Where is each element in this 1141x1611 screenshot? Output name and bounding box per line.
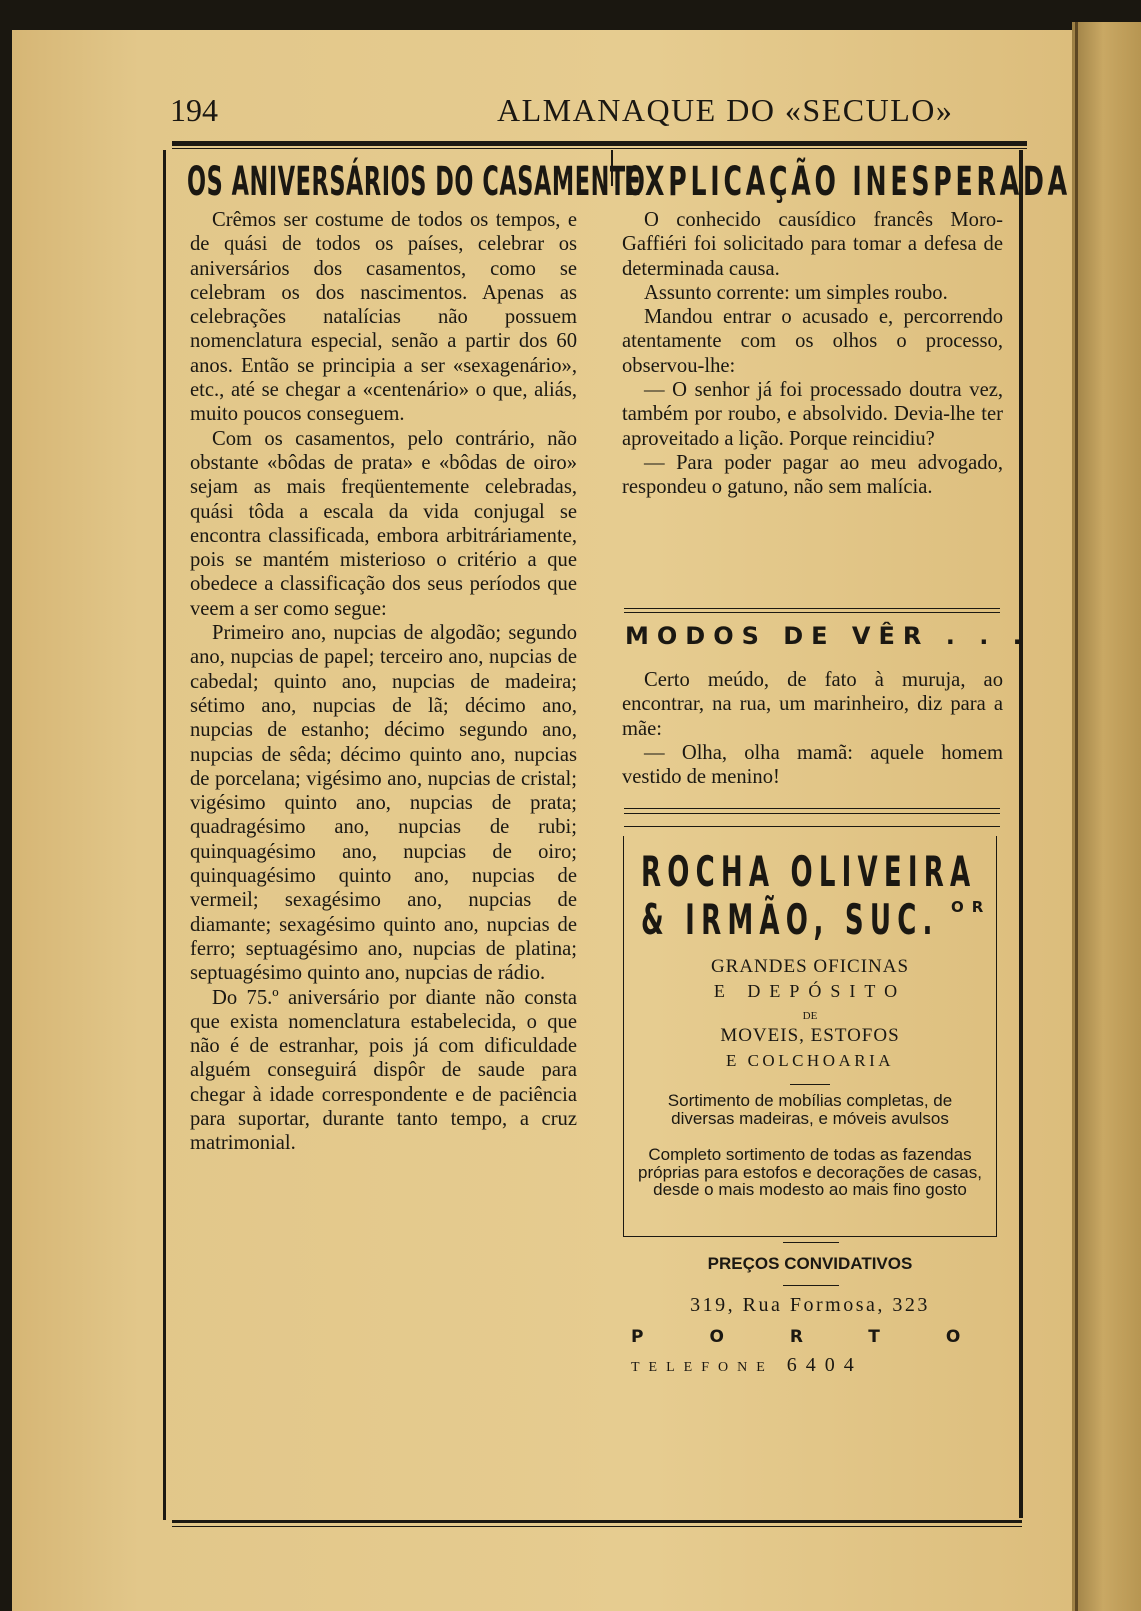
ad-tagline: E COLCHOARIA bbox=[725, 1051, 895, 1070]
article-paragraph: Primeiro ano, nupcias de algodão; segundo ano, nupcias de papel; terceiro ano, nupcias de cabedal; quinto ano, nupcias de madeira; sétimo ano, nupcias de lã; décimo ano, nupcias de estanho; décimo segundo ano, nupcias de sêda; décimo quinto ano, nupcias de porcelana; vigésimo ano, nupcias de cristal; vigésimo quinto ano, nupcias de prata; quadragésimo ano, nupcias de rubi; quinquagésimo ano, nupcias de oiro; quinquagésimo quinto ano, nupcias de vermeil; sexagésimo ano, nupcias de diamante; sexagésimo quinto ano, nupcias de ferro; septuagésimo ano, nupcias de platina; septuagésimo quinto ano, nupcias de rádio. bbox=[190, 622, 577, 985]
company-name-line1: ROCHA OLIVEIRA bbox=[641, 847, 977, 896]
section-divider bbox=[624, 612, 1000, 613]
left-margin-rule bbox=[163, 150, 166, 1520]
top-rule bbox=[172, 141, 1027, 146]
ad-description bbox=[637, 1146, 983, 1199]
anniversaries-article bbox=[190, 208, 577, 1156]
page-edge bbox=[1072, 22, 1141, 1611]
article-title: MODOS DE VÊR . . . bbox=[625, 622, 1030, 650]
bottom-rule bbox=[172, 1520, 1022, 1523]
ad-border-bottom bbox=[623, 1236, 997, 1237]
ad-tagline: DE bbox=[802, 1010, 818, 1022]
article-paragraph: — O senhor já foi processado doutra vez, também por roubo, e absolvido. Devia-lhe ter aproveitado a lição. Porque reincidiu? bbox=[622, 379, 1003, 450]
top-rule-thin bbox=[172, 148, 1027, 149]
company-suffix: OR bbox=[951, 898, 992, 916]
article-paragraph: Com os casamentos, pelo contrário, não obstante «bôdas de prata» e «bôdas de oiro» sejam as mais freqüentemente celebradas, quási tôda a escala da vida conjugal se encontra classificada, embora arbitráriamente, pois se mantém misterioso o critério a que obedece a classificação dos seus períodos que veem a ser como segue: bbox=[190, 427, 577, 620]
advertisement bbox=[623, 828, 1027, 1376]
ad-tagline: GRANDES OFICINAS bbox=[710, 956, 910, 977]
ad-short-rule bbox=[783, 1242, 839, 1243]
article-title: OS ANIVERSÁRIOS DO CASAMENTO bbox=[187, 159, 646, 205]
right-frame-rule bbox=[1019, 150, 1023, 1518]
article-title: EXPLICAÇÃO INESPERADA bbox=[624, 159, 1071, 205]
page-number: 194 bbox=[170, 92, 218, 128]
ad-short-rule bbox=[790, 1084, 830, 1085]
explanation-article bbox=[622, 208, 1003, 500]
ways-article bbox=[622, 668, 1003, 789]
ad-phone-number: 6404 bbox=[786, 1354, 863, 1376]
article-paragraph: Certo meúdo, de fato à muruja, ao encontrar, na rua, um marinheiro, diz para a mãe: bbox=[622, 669, 1003, 740]
ad-city bbox=[631, 1327, 1027, 1347]
ad-city-text: PORTO bbox=[631, 1327, 1027, 1347]
ad-description-text: Sortimento de mobílias completas, de diversas madeiras, e móveis avulsos bbox=[667, 1091, 953, 1128]
ad-description bbox=[637, 1092, 983, 1127]
section-divider bbox=[624, 826, 1000, 827]
ad-phone-label: TELEFONE bbox=[631, 1360, 774, 1375]
ad-tagline: E DEPÓSITO bbox=[713, 981, 907, 1001]
section-divider bbox=[624, 608, 1000, 609]
bottom-rule-thin bbox=[172, 1526, 1022, 1527]
article-paragraph: — Olha, olha mamã: aquele homem vestido de menino! bbox=[622, 741, 1003, 789]
article-paragraph: Mandou entrar o acusado e, percorrendo atentamente com os olhos o processo, observou-lhe: bbox=[622, 306, 1003, 377]
section-divider bbox=[624, 813, 1000, 814]
ad-description-text: Completo sortimento de todas as fazendas próprias para estofos e decorações de casas, desde o mais modesto ao mais fino gosto bbox=[638, 1145, 982, 1199]
company-name-line2: & IRMÃO, SUC. bbox=[641, 895, 939, 944]
article-paragraph: Crêmos ser costume de todos os tempos, e de quási de todos os países, celebrar os aniversários dos casamentos, como se celebram os dos nascimentos. Apenas as celebrações natalícias não possuem nomenclatura especial, senão a partir dos 60 anos. Então se principia a ser «sexagenário», etc., até se chegar a «centenário» o que, aliás, muito poucos conseguem. bbox=[190, 209, 577, 426]
section-divider bbox=[624, 808, 1000, 809]
article-paragraph: Do 75.º aniversário por diante não consta que exista nomenclatura estabelecida, o que não é de estranhar, pois já com dificuldade alguém conseguirá dispôr de saude para chegar à idade correspondente e de paciência para suportar, durante tanto tempo, a cruz matrimonial. bbox=[190, 986, 577, 1155]
ad-prices: PREÇOS CONVIDATIVOS bbox=[707, 1254, 913, 1273]
article-paragraph: O conhecido causídico francês Moro-Gaffiéri foi solicitado para tomar a defesa de determinada causa. bbox=[622, 209, 1003, 280]
running-title: ALMANAQUE DO «SECULO» bbox=[497, 92, 954, 128]
ad-short-rule bbox=[783, 1285, 839, 1286]
ad-phone bbox=[631, 1354, 993, 1377]
ad-tagline: MOVEIS, ESTOFOS bbox=[720, 1025, 900, 1046]
ad-address: 319, Rua Formosa, 323 bbox=[690, 1294, 930, 1316]
page-edge-line bbox=[1075, 22, 1078, 1611]
article-paragraph: Assunto corrente: um simples roubo. bbox=[644, 281, 948, 304]
article-paragraph: — Para poder pagar ao meu advogado, respondeu o gatuno, não sem malícia. bbox=[622, 451, 1003, 499]
